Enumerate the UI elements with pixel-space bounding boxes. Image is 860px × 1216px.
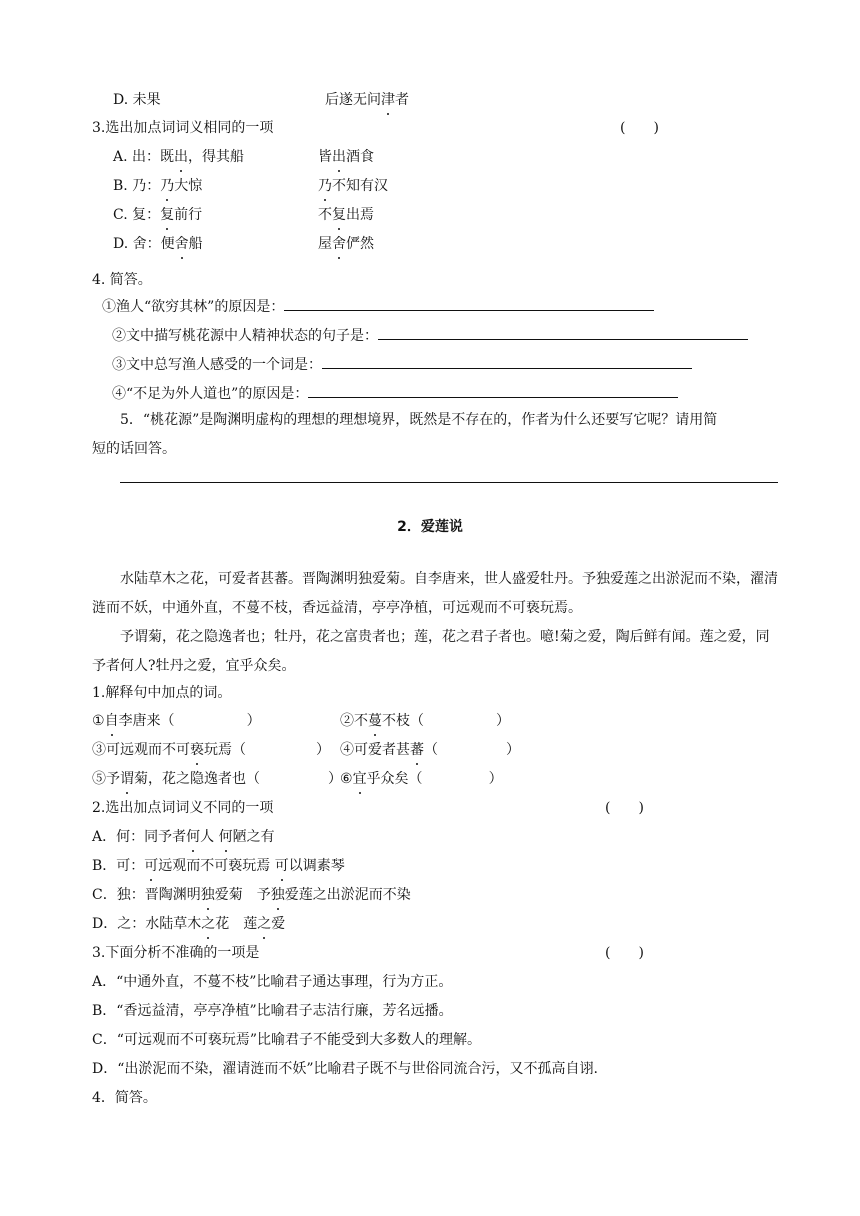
answer-blank[interactable] <box>322 353 692 369</box>
dotted-word: 之 <box>201 916 216 932</box>
text: 皆 <box>318 149 332 165</box>
text: ⑤予 <box>92 771 120 787</box>
dotted-word: 蕃 <box>410 742 424 758</box>
option-C <box>92 885 411 905</box>
explain-item-2 <box>340 711 510 731</box>
dotted-word: 复 <box>160 207 175 223</box>
text: 爱 <box>271 916 286 932</box>
dotted-word: 自 <box>104 713 119 729</box>
option-D <box>92 914 285 934</box>
text: 者 <box>395 92 409 108</box>
text: ） <box>496 713 510 729</box>
option-example <box>318 176 388 196</box>
text: 莲 <box>229 916 258 932</box>
dotted-word: 复 <box>332 207 346 223</box>
text: 花 <box>215 916 230 932</box>
dotted-word: 可 <box>274 858 289 874</box>
passage-paragraph-2: 予谓菊，花之隐逸者也；牡丹，花之富贵者也；莲，花之君子者也。噫!菊之爱，陶后鲜有闻。莲之爱，同予者何人?牡丹之爱，宜乎众矣。 <box>92 629 770 674</box>
answer-blank[interactable] <box>308 382 678 398</box>
prompt: ③文中总写渔人感受的一个词是： <box>112 357 322 373</box>
text: ⑥ <box>340 771 353 787</box>
dotted-word: 出 <box>174 149 189 165</box>
dotted-word: 乃 <box>318 178 332 194</box>
option-label: D. 未果 <box>113 92 161 108</box>
question-stem: 3.选出加点词词义相同的一项 <box>92 120 274 136</box>
text: 玩焉（ <box>204 742 246 758</box>
option-B <box>113 176 202 196</box>
answer-line[interactable] <box>120 482 778 483</box>
dotted-word: 蔓 <box>368 713 382 729</box>
prompt: ②文中描写桃花源中人精神状态的句子是： <box>112 328 378 344</box>
dotted-word: 独 <box>270 887 285 903</box>
short-answer-2 <box>112 324 748 346</box>
answer-blank[interactable] <box>284 295 654 311</box>
q5-line1: 5．“桃花源”是陶渊明虚构的理想的理想境界，既然是不存在的，作者为什么还要写它呢？请用简 <box>120 412 718 428</box>
text: 菊，花之隐逸者也（ <box>134 771 260 787</box>
dotted-word: 何 <box>218 829 233 845</box>
option-C: C．“可远观而不可亵玩焉”比喻君子不能受到大多数人的理解。 <box>92 1032 482 1048</box>
text: 以调素琴 <box>288 858 345 874</box>
explain-item-6 <box>340 769 503 789</box>
text: 人 <box>200 829 215 845</box>
text: 不 <box>318 207 332 223</box>
answer-parentheses: ( ) <box>605 945 644 961</box>
dotted-word: 出 <box>332 149 346 165</box>
dotted-word: 之 <box>257 916 272 932</box>
text: ②不 <box>340 713 368 729</box>
text: 陋之有 <box>232 829 275 845</box>
dotted-word: 亵 <box>190 742 204 758</box>
text: ④可爱者甚 <box>340 742 410 758</box>
text: 俨然 <box>346 236 374 252</box>
text: 予 <box>242 887 271 903</box>
explain-item-4 <box>340 740 520 760</box>
text: 酒食 <box>346 149 374 165</box>
dotted-word: 独 <box>200 887 215 903</box>
dotted-word: 谓 <box>120 771 134 787</box>
text: B．可： <box>92 858 145 874</box>
text: 乎众矣（ <box>366 771 423 787</box>
short-answer-4 <box>112 382 678 404</box>
text: 不枝（ <box>382 713 424 729</box>
text: ） <box>488 771 503 787</box>
passage-paragraph-1: 水陆草木之花，可爱者甚蕃。晋陶渊明独爱菊。自李唐来，世人盛爱牡丹。予独爱莲之出淤泥而不染，濯清涟而不妖，中通外直，不蔓不枝，香远益清，亭亭净植，可远观而不可亵玩焉。 <box>92 571 778 616</box>
text: B. 乃： <box>113 178 161 194</box>
text: ，得其船 <box>188 149 245 165</box>
question-stem: 4．简答。 <box>92 1090 157 1106</box>
explain-item-5 <box>92 769 342 789</box>
short-answer-3 <box>112 353 692 375</box>
text: 不知有汉 <box>332 178 388 194</box>
explain-item-1 <box>92 711 261 731</box>
question-stem: 3.下面分析不准确的一项是 <box>92 945 260 961</box>
text: 远观而不可亵玩焉 <box>158 858 271 874</box>
text: ） <box>316 742 330 758</box>
option-D <box>113 234 203 254</box>
text: 李唐来（ <box>118 713 175 729</box>
option-A <box>113 147 244 167</box>
dotted-word: 宜 <box>352 771 367 787</box>
text: ） <box>246 713 261 729</box>
dotted-word: 舍 <box>174 236 189 252</box>
short-answer-1 <box>102 295 654 317</box>
dotted-word: 可 <box>144 858 159 874</box>
text: ③可远观而不可 <box>92 742 190 758</box>
text: 爱莲之出淤泥而不染 <box>284 887 411 903</box>
text: 爱菊 <box>214 887 243 903</box>
prompt: ④“不足为外人道也”的原因是： <box>112 386 309 402</box>
text: 船 <box>188 236 203 252</box>
option-C <box>113 205 202 225</box>
dotted-word: 舍 <box>332 236 346 252</box>
text: 大惊 <box>174 178 203 194</box>
option-B <box>92 856 345 876</box>
text: ） <box>506 742 520 758</box>
text: C. 复： <box>113 207 161 223</box>
explain-item-3 <box>92 740 330 760</box>
dotted-word: 津 <box>381 92 395 108</box>
text: 屋 <box>318 236 332 252</box>
answer-parentheses: ( ) <box>620 120 659 136</box>
option-A <box>92 827 275 847</box>
text: C．独：晋陶渊明 <box>92 887 201 903</box>
text: 出焉 <box>346 207 374 223</box>
option-B: B．“香远益清，亭亭净植”比喻君子志洁行廉，芳名远播。 <box>92 1003 453 1019</box>
text: ） <box>328 771 342 787</box>
q5-line2: 短的话回答。 <box>92 441 176 457</box>
text: ① <box>92 713 105 729</box>
option-D: D．“出淤泥而不染，濯请涟而不妖”比喻君子既不与世俗同流合污，又不孤高自诩. <box>92 1061 598 1077</box>
answer-parentheses: ( ) <box>605 800 644 816</box>
answer-blank[interactable] <box>378 324 748 340</box>
text: 后遂无问 <box>325 92 381 108</box>
dotted-word: 乃 <box>160 178 175 194</box>
section-title: 2．爱莲说 <box>397 519 463 535</box>
text: D. 舍：便 <box>113 236 175 252</box>
question-stem: 4. 简答。 <box>92 272 152 288</box>
text: D．之：水陆草木 <box>92 916 202 932</box>
question-stem: 1.解释句中加点的词。 <box>92 685 232 701</box>
q2-option-d-example <box>325 90 409 110</box>
text: A．何：同予者 <box>92 829 187 845</box>
dotted-word: 何 <box>186 829 201 845</box>
question-stem: 2.选出加点词词义不同的一项 <box>92 800 274 816</box>
option-example <box>318 205 374 225</box>
q2-option-d <box>113 90 161 110</box>
text: （ <box>424 742 438 758</box>
text: 前行 <box>174 207 203 223</box>
prompt: ①渔人“欲穷其林”的原因是： <box>102 299 285 315</box>
option-example <box>318 234 374 254</box>
option-A: A．“中通外直，不蔓不枝”比喻君子通达事理，行为方正。 <box>92 974 453 990</box>
option-example <box>318 147 374 167</box>
text: A. 出：既 <box>113 149 175 165</box>
